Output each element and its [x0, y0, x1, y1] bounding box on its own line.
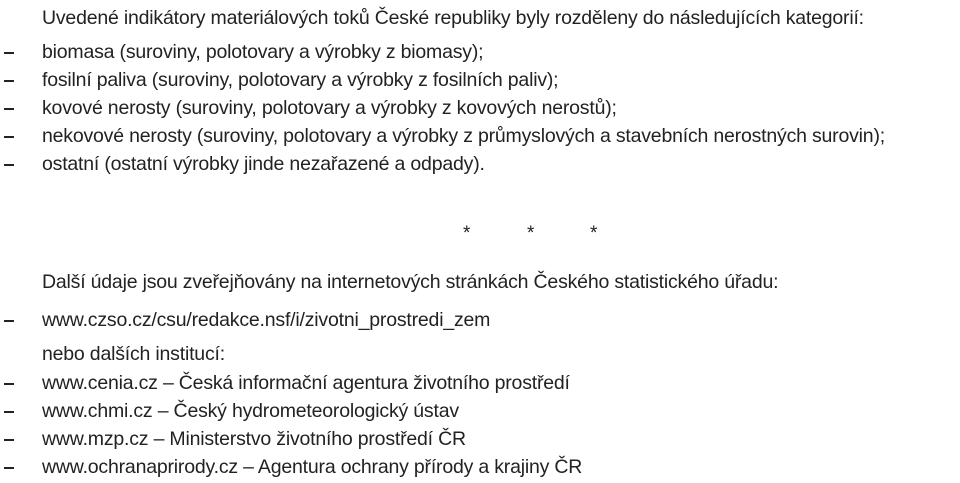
category-item-other: ostatní (ostatní výrobky jinde nezařazené a odpady). — [42, 153, 485, 175]
separator-asterisk: * — [463, 223, 471, 244]
other-institutions-label: nebo dalších institucí: — [42, 343, 225, 365]
list-bullet-dash — [4, 52, 14, 54]
institution-link-aopk[interactable]: www.ochranaprirody.cz – Agentura ochrany přírody a krajiny ČR — [42, 456, 583, 478]
section-separator — [0, 222, 960, 246]
list-bullet-dash — [4, 164, 14, 166]
institution-link-cenia[interactable]: www.cenia.cz – Česká informační agentura životního prostředí — [42, 372, 570, 394]
list-bullet-dash — [4, 80, 14, 82]
list-bullet-dash — [4, 411, 14, 413]
separator-asterisk: * — [527, 223, 535, 244]
category-item-biomass: biomasa (suroviny, polotovary a výrobky z biomasy); — [42, 41, 484, 63]
list-bullet-dash — [4, 467, 14, 469]
list-bullet-dash — [4, 320, 14, 322]
more-info-paragraph: Další údaje jsou zveřejňovány na internetových stránkách Českého statistického úřadu: — [42, 271, 779, 293]
institution-link-chmi[interactable]: www.chmi.cz – Český hydrometeorologický ústav — [42, 400, 459, 422]
list-bullet-dash — [4, 108, 14, 110]
category-item-metal-minerals: kovové nerosty (suroviny, polotovary a výrobky z kovových nerostů); — [42, 97, 617, 119]
category-item-fossil-fuels: fosilní paliva (suroviny, polotovary a výrobky z fosilních paliv); — [42, 69, 559, 91]
category-item-nonmetal-minerals: nekovové nerosty (suroviny, polotovary a výrobky z průmyslových a stavebních nerostných surovin); — [42, 125, 885, 147]
intro-paragraph: Uvedené indikátory materiálových toků České republiky byly rozděleny do následujících kategorií: — [42, 7, 864, 29]
institution-link-mzp[interactable]: www.mzp.cz – Ministerstvo životního prostředí ČR — [42, 428, 466, 450]
czso-link[interactable]: www.czso.cz/csu/redakce.nsf/i/zivotni_prostredi_zem — [42, 309, 491, 331]
list-bullet-dash — [4, 136, 14, 138]
separator-asterisk: * — [590, 223, 598, 244]
list-bullet-dash — [4, 383, 14, 385]
list-bullet-dash — [4, 439, 14, 441]
